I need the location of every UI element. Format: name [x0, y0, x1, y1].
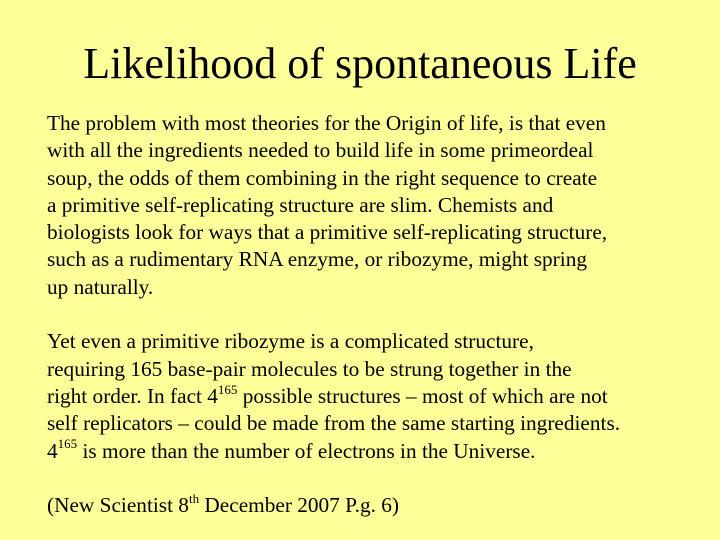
paragraph-line	[47, 383, 707, 410]
paragraph-origin-of-life	[47, 110, 707, 301]
paragraph-spacer	[47, 465, 707, 492]
exponent: 165	[57, 436, 78, 452]
text-segment: possible structures – most of which are not	[237, 383, 608, 408]
paragraph-line: soup, the odds of them combining in the right sequence to create	[47, 165, 598, 190]
exponent: 165	[217, 381, 238, 397]
paragraph-line: with all the ingredients needed to build life in some primeordeal	[47, 138, 594, 163]
paragraph-line: Yet even a primitive ribozyme is a complicated structure,	[47, 329, 534, 354]
paragraph-ribozyme	[47, 328, 707, 464]
text-segment: right order. In fact 4	[47, 383, 218, 408]
paragraph-spacer	[47, 301, 707, 328]
paragraph-line: up naturally.	[47, 274, 154, 299]
paragraph-line: a primitive self-replicating structure are slim. Chemists and	[47, 192, 554, 217]
paragraph-line	[47, 438, 707, 465]
paragraph-line: self replicators – could be made from the same starting ingredients.	[47, 411, 621, 436]
slide-title: Likelihood of spontaneous Life	[83, 39, 637, 88]
citation-line	[47, 492, 707, 519]
paragraph-line: The problem with most theories for the Origin of life, is that even	[47, 111, 606, 135]
text-segment: December 2007 P.g. 6)	[199, 493, 400, 518]
text-segment: (New Scientist 8	[47, 493, 189, 518]
text-segment: 4	[47, 438, 58, 463]
ordinal-suffix: th	[188, 491, 200, 507]
citation	[47, 492, 707, 519]
paragraph-line: such as a rudimentary RNA enzyme, or ribozyme, might spring	[47, 247, 587, 272]
paragraph-line: requiring 165 base-pair molecules to be strung together in the	[47, 356, 572, 381]
slide-body	[47, 110, 707, 519]
paragraph-line: biologists look for ways that a primitive self-replicating structure,	[47, 220, 608, 245]
text-segment: is more than the number of electrons in the Universe.	[77, 438, 536, 463]
